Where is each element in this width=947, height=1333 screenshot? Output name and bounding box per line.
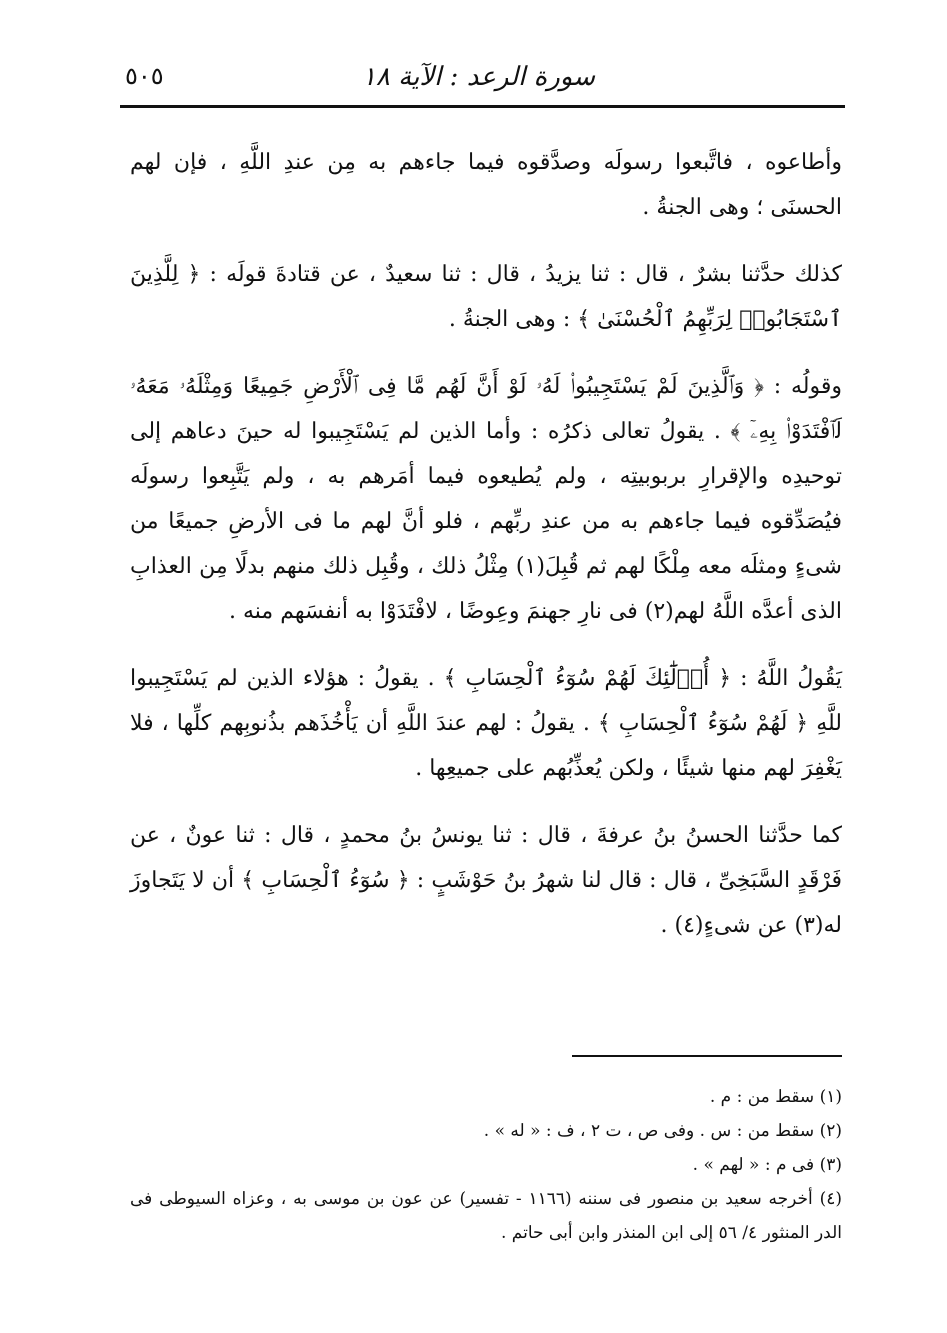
paragraph-5: كما حدَّثنا الحسنُ بنُ عرفةَ ، قال : ثنا يونسُ بنُ محمدٍ ، قال : ثنا عونٌ ، عن فَرْقَدٍ السَّبَخِىِّ ، قال : قال لنا شهرُ بنُ حَوْشَبٍ : ﴿ سُوٓءُ ٱلْحِسَابِ ﴾ أن لا يَتَجاوزَ له(٣) عن شىءٍ(٤) . [130,823,842,938]
header-title: سورة الرعد : الآية ١٨ [361,62,595,92]
footnote-1: (١) سقط من : م . [709,1087,842,1107]
paragraph-1: وأطاعوه ، فاتَّبعوا رسولَه وصدَّقوه فيما جاءهم به مِن عندِ اللَّهِ ، فإن لهم الحسنَى ؛ وهى الجنةُ . [130,150,842,220]
footnote-divider [572,1055,842,1057]
footnote-4: (٤) أخرجه سعيد بن منصور فى سننه (١١٦٦ - تفسير) عن عون بن موسى به ، وعزاه السيوطى فى الدر المنثور ٤/ ٥٦ إلى ابن المنذر وابن أبى حاتم . [130,1189,842,1243]
paragraph-4: يَقُولُ اللَّهُ : ﴿ أُو۟لَٰٓئِكَ لَهُمْ سُوٓءُ ٱلْحِسَابِ ﴾ . يقولُ : هؤلاء الذين لم يَسْتَجِيبوا للَّهِ ﴿ لَهُمْ سُوٓءُ ٱلْحِسَابِ ﴾ . يقولُ : لهم عندَ اللَّهِ أن يَأْخُذَهم بذُنوبِهم كلِّها ، فلا يَغْفِرَ لهم منها شيئًا ، ولكن يُعذِّبُهم على جميعِها . [130,666,842,781]
running-header [120,58,845,102]
footnote-2: (٢) سقط من : س . وفى ص ، ت ٢ ، ف : « له » . [483,1121,842,1141]
footnotes [130,1080,842,1250]
page-number: ٥٠٥ [125,62,164,90]
footnote-3: (٣) فى م : « لهم » . [692,1155,842,1175]
main-text [130,140,842,970]
paragraph-2: كذلك حدَّثنا بشرٌ ، قال : ثنا يزيدُ ، قال : ثنا سعيدٌ ، عن قتادةَ قولَه : ﴿ لِلَّذِينَ ٱسْتَجَابُوا۟ لِرَبِّهِمُ ٱلْحُسْنَىٰ ﴾ : وهى الجنةُ . [130,262,842,332]
header-divider [120,105,845,108]
paragraph-3: وقولُه : ﴿ وَٱلَّذِينَ لَمْ يَسْتَجِيبُوا۟ لَهُۥ لَوْ أَنَّ لَهُم مَّا فِى ٱلْأَرْضِ جَمِيعًا وَمِثْلَهُۥ مَعَهُۥ لَٱفْتَدَوْا۟ بِهِۦٓ ﴾ . يقولُ تعالى ذكرُه : وأما الذين لم يَسْتَجِيبوا له حينَ دعاهم إلى توحيدِه والإقرارِ بربوبيتِه ، ولم يُطيعوه فيما أمَرهم به ، ولم يَتَّبِعوا رسولَه فيُصَدِّقوه فيما جاءهم به من عندِ ربِّهم ، فلو أنَّ لهم ما فى الأرضِ جميعًا من شىءٍ ومثلَه معه مِلْكًا لهم ثم قُبِلَ(١) مِثْلُ ذلك ، وقُبِل ذلك منهم بدلًا مِن العذابِ الذى أعدَّه اللَّهُ لهم(٢) فى نارِ جهنمَ وعِوضًا ، لافْتَدَوْا به أنفسَهم منه . [130,374,842,624]
